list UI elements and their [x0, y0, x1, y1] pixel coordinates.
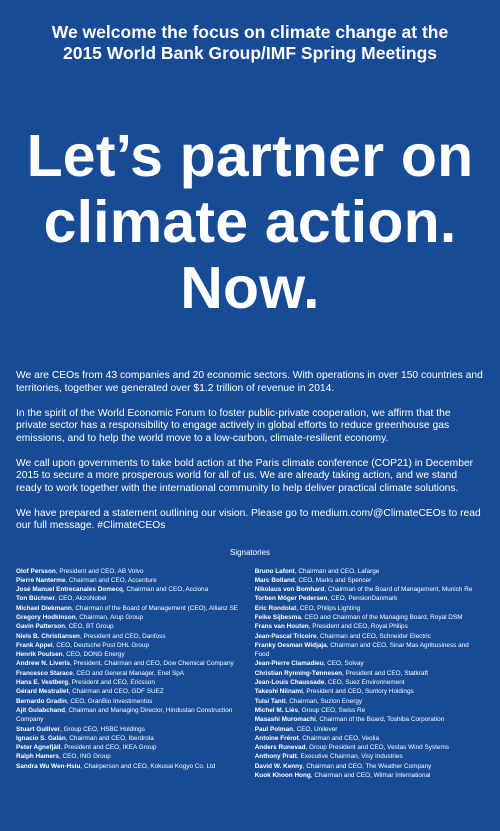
- signatory-name: Marc Bolland: [254, 576, 295, 584]
- signatory-entry: [255, 762, 484, 771]
- signatories-heading: Signatories: [229, 547, 271, 557]
- signatory-role: , CEO, DONG Energy: [62, 651, 125, 659]
- signatory-name: Tulsi Tanti: [254, 697, 286, 705]
- signatory-name: Gérard Mestrallet: [16, 688, 69, 696]
- signatory-name: Kuok Khoon Hong: [254, 772, 311, 780]
- signatory-entry: [255, 725, 484, 734]
- signatory-entry: [255, 715, 484, 724]
- signatory-role: , Chairman and CEO, Lafarge: [294, 567, 380, 575]
- signatory-role: , CEO, ING Group: [58, 753, 111, 761]
- headline-line-2: climate action.: [43, 189, 457, 255]
- signatory-role: , Chairperson and CEO, Kokusai Kogyo Co. Ltd: [80, 762, 216, 770]
- body-text: [16, 370, 484, 533]
- tagline-line-1: We welcome the focus on climate change at the: [51, 22, 449, 42]
- signatory-name: José Manuel Entrecanales Domecq: [16, 586, 123, 594]
- signatory-role: , Chairman and CEO, GDF SUEZ: [68, 688, 164, 696]
- signatory-role: , President and CEO, Danfoss: [79, 632, 166, 640]
- signatory-entry: [16, 697, 245, 706]
- signatory-entry: [16, 743, 245, 752]
- signatory-entry: [16, 650, 245, 659]
- signatory-name: Michel M. Liès: [254, 706, 299, 714]
- signatory-name: Jean-Pascal Tricoire: [254, 632, 317, 640]
- signatory-entry: [16, 622, 245, 631]
- signatory-name: Gregory Hodkinson: [16, 613, 76, 621]
- signatory-name: Bernardo Gradin: [16, 697, 67, 705]
- signatory-name: Henrik Poulsen: [16, 651, 63, 659]
- signatory-role: , CEO, Solvay: [323, 660, 364, 668]
- signatory-entry: [255, 594, 484, 603]
- signatory-role: , CEO, PensionDanmark: [327, 595, 398, 603]
- headline: [16, 64, 484, 321]
- signatory-name: Olof Persson: [16, 567, 56, 575]
- signatory-entry: [16, 641, 245, 650]
- signatory-name: Andrew N. Liveris: [16, 660, 70, 668]
- signatory-entry: [255, 697, 484, 706]
- signatory-name: Jean-Pierre Clamadieu: [254, 660, 324, 668]
- signatory-name: Niels B. Christiansen: [16, 632, 80, 640]
- signatory-entry: [16, 604, 245, 613]
- signatory-entry: [255, 687, 484, 696]
- signatory-name: Anthony Pratt: [254, 753, 297, 761]
- signatory-role: , President and CEO, Royal Philips: [308, 623, 408, 631]
- signatory-role: , Group CEO, Swiss Re: [298, 706, 366, 714]
- signatory-name: Feike Sijbesma: [254, 613, 301, 621]
- signatory-role: , Chairman and CEO, The Weather Company: [302, 762, 432, 770]
- signatory-role: , CEO and General Manager, Enel SpA: [72, 669, 185, 677]
- signatory-role: , Chairman and CEO, Wilmar International: [310, 772, 431, 780]
- signatory-role: , Group President and CEO, Vestas Wind Systems: [305, 744, 449, 752]
- signatory-name: Ignacio S. Galán: [16, 734, 66, 742]
- signatory-role: , Chairman and CEO, Acciona: [122, 586, 209, 594]
- signatory-name: Ton Büchner: [16, 595, 55, 603]
- paragraph-intro: We are CEOs from 43 companies and 20 economic sectors. With operations in over 150 countries and territories, together we generated over $1.2 trillion of revenue in 2014.: [16, 370, 483, 394]
- signatory-name: Jean-Louis Chaussade: [254, 679, 325, 687]
- signatory-name: Ralph Hamers: [16, 753, 59, 761]
- signatory-role: , CEO, AkzoNobel: [54, 595, 107, 603]
- signatory-entry: [255, 771, 484, 780]
- signatory-entry: [255, 734, 484, 743]
- signatory-entry: [255, 567, 484, 576]
- signatory-role: , Chairman and CEO, Schneider Electric: [316, 632, 431, 640]
- signatory-entry: [255, 659, 484, 668]
- signatory-role: , President and CEO, Suntory Holdings: [302, 688, 414, 696]
- signatory-entry: [16, 687, 245, 696]
- paragraph-statement: We have prepared a statement outlining our vision. Please go to medium.com/@ClimateCEOs to read our full message. #ClimateCEOs: [16, 507, 481, 531]
- signatory-role: , Executive Chairman, Visy Industries: [296, 753, 403, 761]
- signatory-entry: [16, 632, 245, 641]
- signatory-name: Francesco Starace: [16, 669, 73, 677]
- signatory-name: Bruno Lafont: [254, 567, 295, 575]
- signatory-role: , CEO, Marks and Spencer: [294, 576, 372, 584]
- signatory-role: , President and CEO, IKEA Group: [60, 744, 157, 752]
- signatory-entry: [16, 762, 245, 771]
- signatory-role: , Chairman and Managing Director, Hindustan Construction Company: [16, 706, 233, 724]
- signatory-name: Paul Polman: [254, 725, 294, 733]
- headline-line-3: Now.: [180, 255, 320, 321]
- signatory-role: , Chairman and CEO, Veolia: [298, 734, 379, 742]
- signatory-role: , Chairman, Arup Group: [75, 613, 144, 621]
- signatory-entry: [255, 752, 484, 761]
- tagline-line-2: 2015 World Bank Group/IMF Spring Meetings: [62, 43, 438, 63]
- signatory-name: David W. Kenny: [254, 762, 303, 770]
- signatory-role: , Chairman of the Board, Toshiba Corporation: [315, 716, 445, 724]
- signatory-role: , Chairman and CEO, Sinar Mas Agribusiness and Food: [254, 641, 469, 659]
- signatory-entry: [255, 576, 484, 585]
- signatories-right-column: [255, 567, 484, 781]
- signatory-entry: [16, 706, 245, 725]
- signatory-entry: [255, 669, 484, 678]
- signatory-entry: [16, 752, 245, 761]
- signatory-role: , President and CEO, AB Volvo: [55, 567, 144, 575]
- signatory-role: , CEO, Suez Environnement: [324, 679, 405, 687]
- signatory-name: Torben Möger Pedersen: [254, 595, 328, 603]
- signatory-name: Nikolaus von Bomhard: [254, 586, 325, 594]
- signatory-role: , Chairman of the Board of Management (CEO), Allianz SE: [71, 604, 238, 612]
- paragraph-responsibility: In the spirit of the World Economic Forum to foster public-private cooperation, we affirm that the private sector has a responsibility to engage actively in global efforts to reduce greenhouse gas emissions, and to help the world move to a low-carbon, climate-resilient economy.: [16, 407, 451, 444]
- signatory-entry: [16, 725, 245, 734]
- signatory-name: Takeshi Niinami: [254, 688, 303, 696]
- signatory-name: Christian Rynning-Tønnesen: [254, 669, 343, 677]
- signatory-name: Hans E. Vestberg: [16, 679, 69, 687]
- signatory-entry: [255, 632, 484, 641]
- signatory-entry: [255, 622, 484, 631]
- signatory-role: , CEO and Chairman of the Managing Board, Royal DSM: [300, 613, 463, 621]
- signatories-left-column: [16, 567, 245, 781]
- signatory-role: , Group CEO, HSBC Holdings: [60, 725, 145, 733]
- signatory-entry: [255, 641, 484, 660]
- signatory-entry: [16, 678, 245, 687]
- signatory-entry: [255, 613, 484, 622]
- signatory-role: , Chairman and CEO, Accenture: [65, 576, 157, 584]
- signatories-list: [16, 567, 484, 781]
- signatory-name: Frans van Houten: [254, 623, 309, 631]
- paragraph-call-to-action: We call upon governments to take bold action at the Paris climate conference (COP21) in December 2015 to secure a more prosperous world for all of us. We are already taking action, and we stand ready to work together with the international community to help deliver practical climate solutions.: [16, 457, 474, 494]
- signatory-entry: [255, 604, 484, 613]
- signatory-name: Masashi Muromachi: [254, 716, 316, 724]
- signatory-role: , CEO, Unilever: [293, 725, 338, 733]
- headline-line-1: Let’s partner on: [26, 123, 474, 189]
- signatory-role: , President and CEO, Statkraft: [342, 669, 428, 677]
- signatory-entry: [16, 594, 245, 603]
- signatory-name: Ajit Gulabchand: [16, 706, 65, 714]
- signatory-role: , CEO, Deutsche Post DHL Group: [52, 641, 150, 649]
- signatory-name: Stuart Gulliver: [16, 725, 61, 733]
- signatory-name: Peter Agnefjäll: [16, 744, 61, 752]
- signatory-name: Eric Rondolat: [254, 604, 297, 612]
- signatory-name: Pierre Nanterme: [16, 576, 66, 584]
- signatory-role: , Chairman, Suzlon Energy: [285, 697, 363, 705]
- signatory-name: Sandra Wu Wen-Hsiu: [16, 762, 81, 770]
- signatory-role: , Chairman and CEO, Iberdrola: [65, 734, 154, 742]
- signatory-entry: [16, 613, 245, 622]
- signatory-entry: [16, 734, 245, 743]
- signatory-role: , CEO, GranBio Investimentos: [66, 697, 153, 705]
- signatory-entry: [255, 678, 484, 687]
- signatory-entry: [16, 669, 245, 678]
- signatory-name: Antoine Frérot: [254, 734, 299, 742]
- signatory-name: Michael Diekmann: [16, 604, 72, 612]
- signatory-role: , President, Chairman and CEO, Dow Chemical Company: [69, 660, 234, 668]
- signatory-entry: [255, 743, 484, 752]
- signatory-name: Anders Runevad: [254, 744, 306, 752]
- signatory-role: , Chairman of the Board of Management, Munich Re: [324, 586, 473, 594]
- signatory-entry: [16, 567, 245, 576]
- signatory-entry: [16, 659, 245, 668]
- signatory-name: Gavin Patterson: [16, 623, 66, 631]
- signatory-role: , President and CEO, Ericsson: [68, 679, 155, 687]
- tagline: [16, 0, 484, 64]
- signatory-entry: [255, 706, 484, 715]
- signatory-name: Frank Appel: [16, 641, 53, 649]
- signatory-name: Franky Oesman Widjaja: [254, 641, 327, 649]
- signatory-role: , CEO, BT Group: [65, 623, 114, 631]
- signatory-entry: [16, 585, 245, 594]
- signatory-entry: [255, 585, 484, 594]
- signatory-role: , CEO, Philips Lighting: [296, 604, 361, 612]
- signatory-entry: [16, 576, 245, 585]
